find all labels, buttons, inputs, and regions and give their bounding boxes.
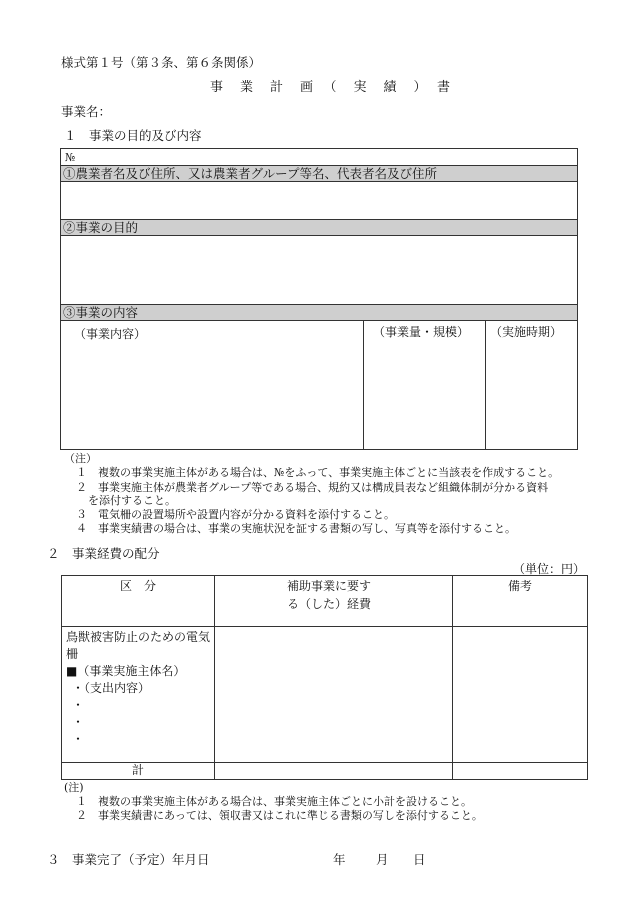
section2-note-1: １ 複数の事業実施主体がある場合は、事業実施主体ごとに小計を設けること。 bbox=[76, 795, 472, 808]
remarks-header: 備考 bbox=[508, 579, 533, 593]
section3-heading: ３ 事業完了（予定）年月日 bbox=[47, 852, 210, 867]
document-title: 事 業 計 画 （ 実 績 ） 書 bbox=[210, 80, 453, 95]
purpose-row-label: ②事業の目的 bbox=[63, 220, 139, 235]
section1-note-2-cont: を添付すること。 bbox=[88, 494, 176, 507]
month-label: 月 bbox=[376, 852, 389, 867]
project-name-label: 事業名： bbox=[61, 104, 112, 119]
section2-notes-title: (注) bbox=[64, 781, 84, 794]
section1-note-1: １ 複数の事業実施主体がある場合は、№をふって、事業実施主体ごとに当該表を作成すること。 bbox=[76, 466, 560, 479]
sub-item-2: ・ bbox=[72, 698, 85, 712]
applicant-row-label: ①農業者名及び住所、又は農業者グループ等名、代表者名及び住所 bbox=[63, 166, 438, 181]
total-remarks-input[interactable] bbox=[453, 763, 587, 779]
purpose-content-table bbox=[60, 148, 578, 450]
section1-note-2: ２ 事業実施主体が農業者グループ等である場合、規約又は構成員表など組織体制が分かる資料 bbox=[76, 481, 549, 494]
expense-table bbox=[61, 575, 588, 780]
total-label: 計 bbox=[132, 763, 145, 777]
item-name-line2: 柵 bbox=[66, 647, 79, 661]
remarks-input-area[interactable] bbox=[453, 627, 587, 762]
purpose-row-header bbox=[61, 219, 577, 236]
scale-column-label: （事業量・規模） bbox=[373, 325, 470, 339]
year-label: 年 bbox=[333, 852, 346, 867]
scale-input-area[interactable] bbox=[364, 341, 484, 449]
period-column-label: （実施時期） bbox=[490, 325, 563, 339]
section1-note-3: ３ 電気柵の設置場所や設置内容が分かる資料を添付すること。 bbox=[76, 508, 395, 521]
content-input-area[interactable] bbox=[61, 341, 362, 449]
applicant-input-area[interactable] bbox=[61, 182, 577, 218]
section2-heading: ２ 事業経費の配分 bbox=[47, 546, 160, 561]
item-name-line1: 鳥獣被害防止のための電気 bbox=[66, 630, 211, 644]
form-number: 様式第１号（第３条、第６条関係） bbox=[61, 55, 262, 70]
sub-item-3: ・ bbox=[72, 715, 85, 729]
number-label: № bbox=[65, 151, 76, 164]
cost-input-area[interactable] bbox=[215, 627, 452, 762]
content-column-label: （事業内容） bbox=[74, 327, 147, 341]
day-label: 日 bbox=[413, 852, 426, 867]
sub-item-4: ・ bbox=[72, 732, 85, 746]
sub-item-1: ・（支出内容） bbox=[72, 681, 151, 695]
period-input-area[interactable] bbox=[486, 341, 578, 449]
kubun-header: 区 分 bbox=[120, 579, 157, 593]
content-row-label: ③事業の内容 bbox=[63, 305, 139, 320]
cost-header-line1: 補助事業に要す bbox=[287, 579, 372, 593]
total-cost-input[interactable] bbox=[215, 763, 452, 779]
section1-notes-title: （注） bbox=[64, 452, 97, 465]
content-row-header bbox=[61, 304, 577, 321]
purpose-input-area[interactable] bbox=[61, 237, 577, 303]
section1-heading: １ 事業の目的及び内容 bbox=[64, 128, 202, 143]
unit-label: （単位：円） bbox=[513, 562, 586, 576]
applicant-row-header bbox=[61, 165, 577, 182]
section2-note-2: ２ 事業実績書にあっては、領収書又はこれに準じる書類の写しを添付すること。 bbox=[76, 809, 483, 822]
section1-note-4: ４ 事業実績書の場合は、事業の実施状況を証する書類の写し、写真等を添付すること。 bbox=[76, 522, 516, 535]
entity-name: ■（事業実施主体名） bbox=[66, 664, 186, 678]
cost-header-line2: る（した）経費 bbox=[287, 597, 372, 611]
